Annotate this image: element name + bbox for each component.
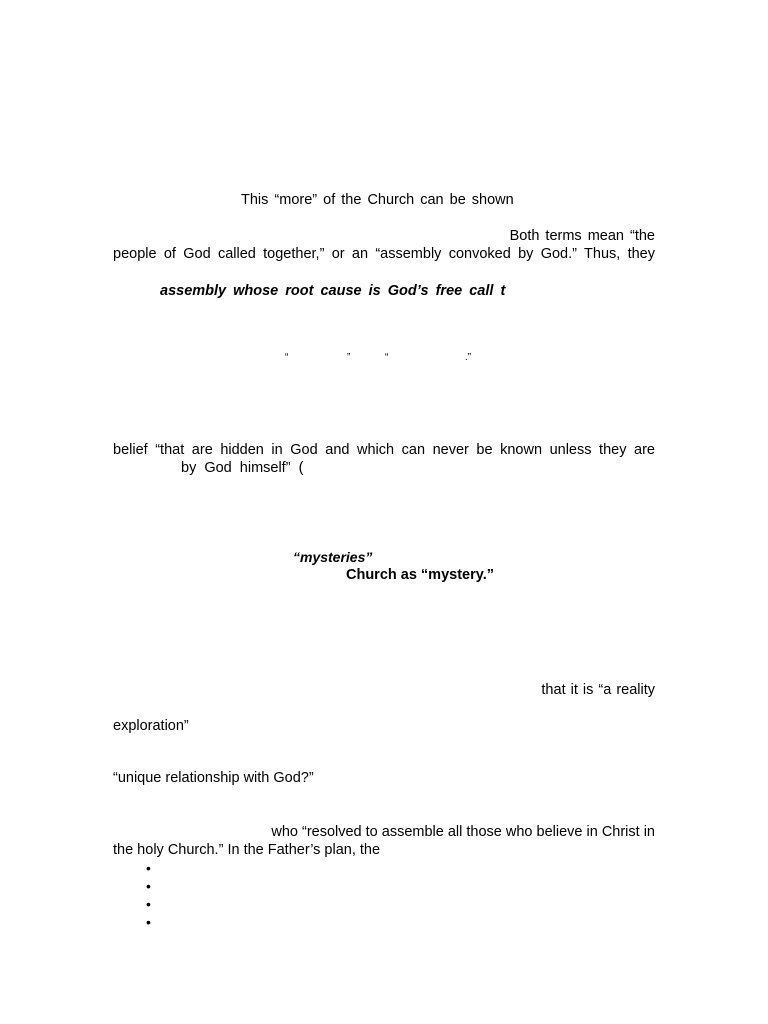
text-line-church-as-mystery: Church as “mystery.” <box>346 567 495 583</box>
bullet-4: • <box>146 914 151 930</box>
text-line-both-terms: Both terms mean “the <box>509 228 655 244</box>
text-line-assembly-root-cause: assembly whose root cause is God’s free call t <box>160 283 506 299</box>
text-line-resolved-to-assemble: who “resolved to assemble all those who believe in Christ in <box>271 824 655 840</box>
bullet-1: • <box>146 860 151 876</box>
quote-mark-3: “ <box>385 352 389 363</box>
text-line-more-of-church: This “more” of the Church can be shown <box>241 192 514 208</box>
text-line-unique-relationship: “unique relationship with God?” <box>113 770 314 786</box>
quote-mark-4: .” <box>465 352 472 363</box>
text-line-exploration: exploration” <box>113 718 189 734</box>
quote-mark-2: ” <box>347 352 351 363</box>
bullet-2: • <box>146 878 151 894</box>
text-line-people-of-god: people of God called together,” or an “assembly convoked by God.” Thus, they <box>113 246 655 262</box>
quote-mark-1: “ <box>285 352 289 363</box>
text-line-reality: that it is “a reality <box>541 682 655 698</box>
text-line-holy-church: the holy Church.” In the Father’s plan, the <box>113 842 381 858</box>
text-line-belief-hidden: belief “that are hidden in God and which can never be known unless they are <box>113 442 655 458</box>
text-line-by-god-himself: by God himself” ( <box>181 460 304 476</box>
text-line-mysteries: “mysteries” <box>293 549 373 565</box>
bullet-3: • <box>146 896 151 912</box>
